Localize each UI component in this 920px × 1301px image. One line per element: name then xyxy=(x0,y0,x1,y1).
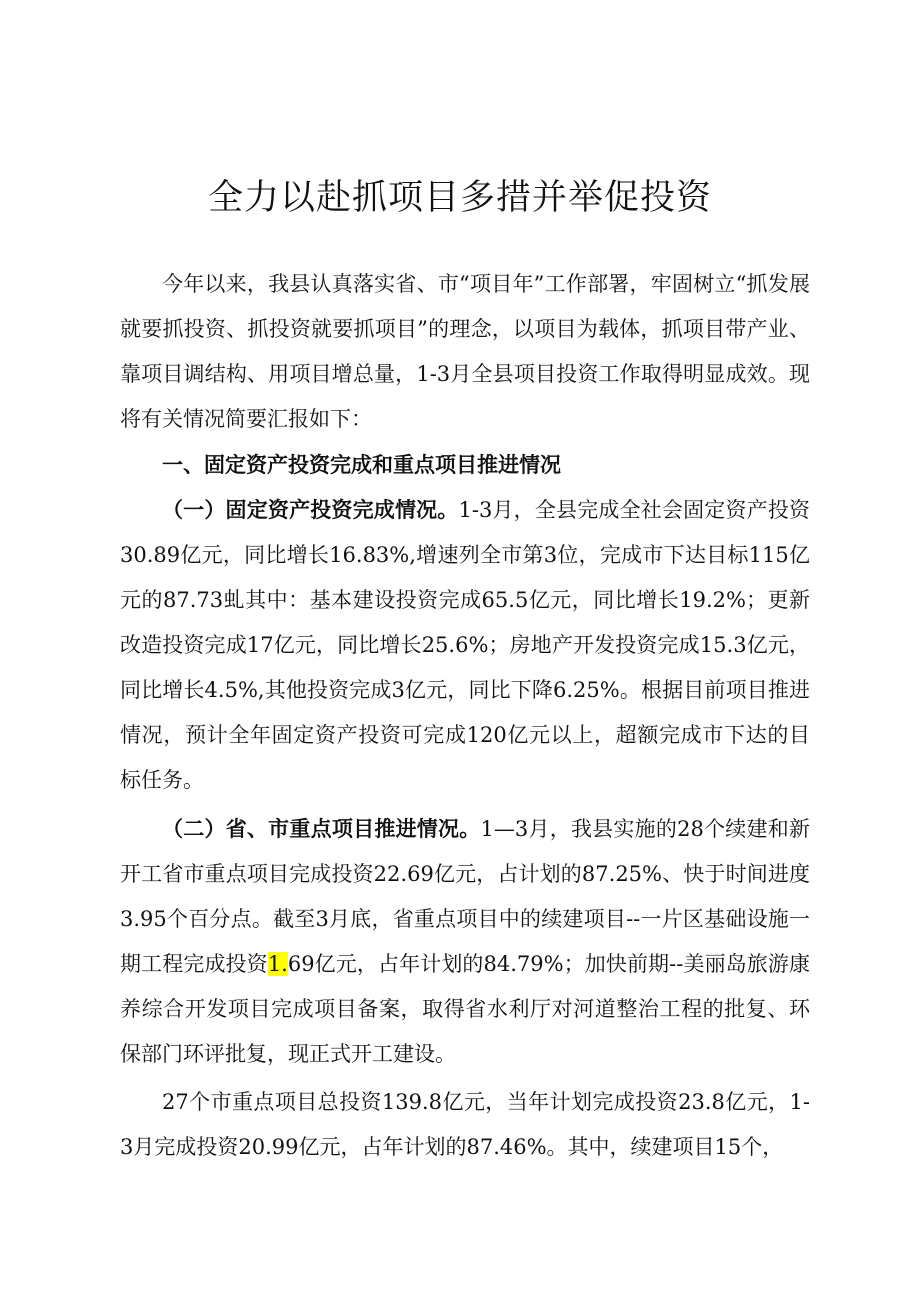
highlighted-text: 1. xyxy=(267,952,288,976)
document-title: 全力以赴抓项目多措并举促投资 xyxy=(207,178,712,218)
intro-paragraph: 今年以来，我县认真落实省、市“项目年”工作部署，牢固树立“抓发展就要抓投资、抓投资就要抓项目”的理念，以项目为载体，抓项目带产业、靠项目调结构、用项目增总量，1-3月全县项目投资工作取得明显成效。现将有关情况简要汇报如下： xyxy=(120,272,810,431)
subsection-1-heading: （一）固定资产投资完成情况。 xyxy=(162,497,459,522)
section-heading: 一、固定资产投资完成和重点项目推进情况 xyxy=(162,452,561,477)
subsection-1-paragraph xyxy=(120,487,810,803)
subsection-2-text-after: 69亿元，占年计划的84.79%；加快前期--美丽岛旅游康养综合开发项目完成项目备案，取得省水利厅对河道整治工程的批复、环保部门环评批复，现正式开工建设。 xyxy=(120,952,811,1066)
subsection-2-text-before: 1—3月，我县实施的28个续建和新开工省市重点项目完成投资22.69亿元，占计划的87.25%、快于时间进度3.95个百分点。截至3月底，省重点项目中的续建项目--一片区基础设施一期工程完成投资 xyxy=(120,817,810,976)
subsection-2-paragraph xyxy=(120,806,810,1077)
subsection-2-heading: （二）省、市重点项目推进情况。 xyxy=(162,816,481,841)
final-paragraph: 27个市重点项目总投资139.8亿元，当年计划完成投资23.8亿元，1-3月完成投资20.99亿元，占年计划的87.46%。其中，续建项目15个， xyxy=(120,1090,810,1159)
document-body xyxy=(120,262,810,1170)
subsection-1-text: 1-3月，全县完成全社会固定资产投资30.89亿元，同比增长16.83%,增速列全市第3位，完成市下达目标115亿元的87.73虬其中：基本建设投资完成65.5亿元，同比增长19.2%；更新改造投资完成17亿元，同比增长25.6%；房地产开发投资完成15.3亿元，同比增长4.5%,其他投资完成3亿元，同比下降6.25%。根据目前项目推进情况，预计全年固定资产投资可完成120亿元以上，超额完成市下达的目标任务。 xyxy=(120,498,810,792)
